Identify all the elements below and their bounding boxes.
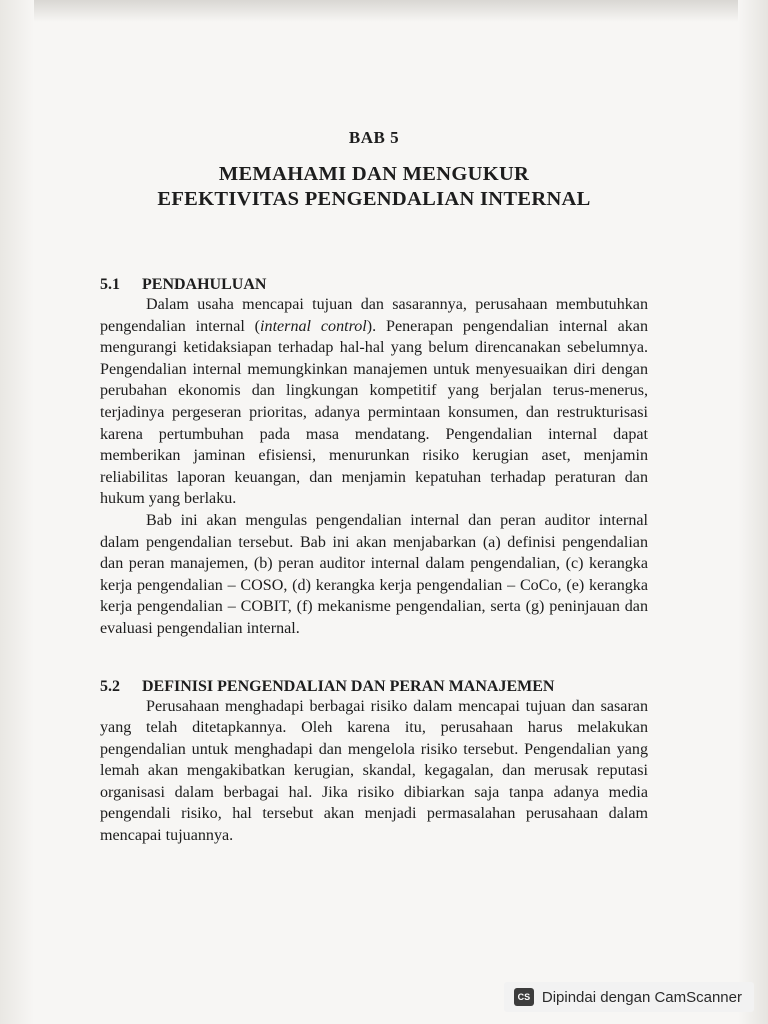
chapter-title-line-2: EFEKTIVITAS PENGENDALIAN INTERNAL (157, 188, 591, 210)
page-content (100, 128, 648, 845)
paragraph-definition: Perusahaan menghadapi berbagai risiko dalam mencapai tujuan dan sasaran yang telah ditetapkannya. Oleh karena itu, perusahaan harus melakukan pengendalian untuk menghadapi dan mengelola risiko tersebut. Pengendalian yang lemah akan mengakibatkan kerugian, skandal, kegagalan, dan merusak reputasi organisasi dalam berbagai hal. Jika risiko dibiarkan saja tanpa adanya media pengendali risiko, hal tersebut akan menjadi permasalahan perusahaan dalam mencapai tujuannya. (100, 697, 648, 845)
section-heading-5-1 (100, 276, 648, 294)
section-title: DEFINISI PENGENDALIAN DAN PERAN MANAJEMEN (142, 677, 555, 695)
paragraph-text: ). Penerapan pengendalian internal akan mengurangi ketidaksiapan terhadap hal-hal yang belum direncanakan sebelumnya. Pengendalian internal memungkinkan manajemen untuk menyesuaikan diri dengan perubahan ekonomis dan lingkungan kompetitif yang berjalan terus-menerus, terjadinya pergeseran prioritas, adanya permintaan konsumen, dan restrukturisasi karena pertumbuhan pada masa mendatang. Pengendalian internal dapat memberikan jaminan efisiensi, menurunkan risiko kerugian aset, menjamin reliabilitas laporan keuangan, dan menjamin kepatuhan terhadap peraturan dan hukum yang berlaku. (100, 317, 648, 508)
camscanner-text: Dipindai dengan CamScanner (541, 988, 742, 1006)
section-number: 5.1 (100, 276, 120, 293)
paragraph-intro (100, 294, 648, 510)
italic-term: internal control (260, 317, 367, 335)
scan-shadow-right (738, 0, 768, 1024)
scan-shadow-left (0, 0, 34, 1024)
scan-shadow-top (0, 0, 768, 22)
camscanner-logo-icon: CS (514, 988, 534, 1006)
camscanner-watermark (504, 982, 754, 1012)
section-title: PENDAHULUAN (142, 276, 267, 293)
section-number: 5.2 (100, 677, 120, 695)
paragraph-chapter-overview: Bab ini akan mengulas pengendalian internal dan peran auditor internal dalam pengendalian tersebut. Bab ini akan menjabarkan (a) definisi pengendalian dan peran manajemen, (b) peran auditor internal dalam pengendalian, (c) kerangka kerja pengendalian – COSO, (d) kerangka kerja pengendalian – CoCo, (e) kerangka kerja pengendalian – COBIT, (f) mekanisme pengendalian, serta (g) peninjauan dan evaluasi pengendalian internal. (100, 511, 648, 637)
section-heading-5-2 (100, 678, 648, 696)
chapter-title-line-1: MEMAHAMI DAN MENGUKUR (218, 163, 530, 185)
chapter-label: BAB 5 (348, 128, 400, 147)
paragraph-text: Dalam usaha mencapai tujuan dan sasarannya, perusahaan membutuhkan pengendalian internal ( (100, 296, 648, 335)
